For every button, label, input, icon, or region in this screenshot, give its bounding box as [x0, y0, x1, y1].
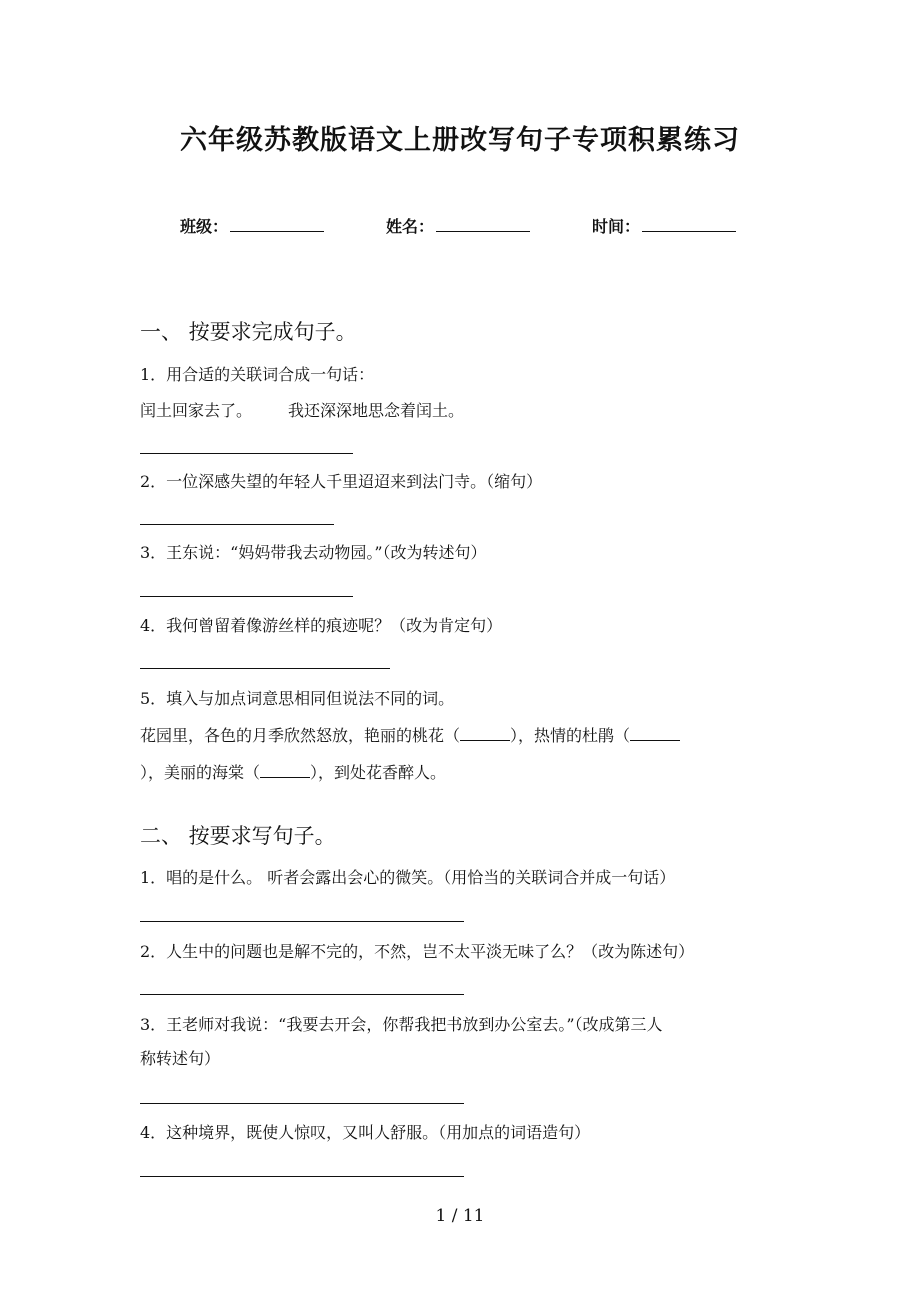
s1-q5-blank-1[interactable]	[460, 726, 510, 741]
s1-q1-part-b: 我还深深地思念着闰土。	[288, 401, 465, 420]
s2-q3-answer-line[interactable]	[140, 1103, 464, 1104]
name-blank[interactable]	[436, 214, 530, 232]
s1-q5-line-1	[140, 723, 680, 746]
s2-q1-answer-line[interactable]	[140, 921, 464, 922]
s1-q5-blank-3[interactable]	[260, 763, 310, 778]
s2-q2: 2．人生中的问题也是解不完的，不然，岂不太平淡无味了么？（改为陈述句）	[140, 942, 695, 961]
class-blank[interactable]	[230, 214, 324, 232]
s1-q5-prompt: 5．填入与加点词意思相同但说法不同的词。	[140, 689, 455, 708]
page-title: 六年级苏教版语文上册改写句子专项积累练习	[180, 125, 740, 156]
s2-q2-answer-line[interactable]	[140, 994, 464, 995]
s2-q4-answer-line[interactable]	[140, 1176, 464, 1177]
s1-q5-line-2	[140, 760, 446, 783]
page-number: 1 / 11	[435, 1206, 485, 1226]
s1-q1-prompt: 1．用合适的关联词合成一句话：	[140, 365, 375, 384]
s1-q5-text-b: ），热情的杜鹃（	[510, 726, 631, 745]
s1-q2: 2．一位深感失望的年轻人千里迢迢来到法门寺。（缩句）	[140, 472, 543, 491]
name-field	[386, 214, 530, 237]
s1-q1-answer-line[interactable]	[140, 453, 353, 454]
time-label: 时间：	[592, 217, 641, 236]
s2-q4: 4．这种境界，既使人惊叹，又叫人舒服。（用加点的词语造句）	[140, 1123, 591, 1142]
section-1-heading: 一、 按要求完成句子。	[140, 320, 357, 344]
s1-q1-sentences	[140, 398, 464, 421]
class-field	[180, 214, 324, 237]
s2-q3-line-1: 3．王老师对我说：“我要去开会，你帮我把书放到办公室去。”（改成第三人	[140, 1015, 663, 1034]
s1-q4: 4．我何曾留着像游丝样的痕迹呢？（改为肯定句）	[140, 616, 503, 635]
s1-q3-answer-line[interactable]	[140, 596, 353, 597]
s2-q1: 1．唱的是什么。 听者会露出会心的微笑。（用恰当的关联词合并成一句话）	[140, 868, 676, 887]
s2-q3-line-2: 称转述句）	[140, 1049, 221, 1068]
class-label: 班级：	[180, 217, 229, 236]
s1-q3: 3．王东说：“妈妈带我去动物园。”（改为转述句）	[140, 543, 487, 562]
s1-q4-answer-line[interactable]	[140, 668, 390, 669]
name-label: 姓名：	[386, 217, 435, 236]
time-blank[interactable]	[642, 214, 736, 232]
time-field	[592, 214, 736, 237]
s1-q5-text-a: 花园里，各色的月季欣然怒放，艳丽的桃花（	[140, 726, 461, 745]
s1-q5-text-d: ），到处花香醉人。	[310, 763, 447, 782]
section-2-heading: 二、 按要求写句子。	[140, 824, 336, 848]
s1-q1-part-a: 闰土回家去了。	[140, 401, 253, 420]
s1-q2-answer-line[interactable]	[140, 524, 334, 525]
s1-q5-text-c: ），美丽的海棠（	[140, 763, 261, 782]
s1-q5-blank-2[interactable]	[630, 726, 680, 741]
